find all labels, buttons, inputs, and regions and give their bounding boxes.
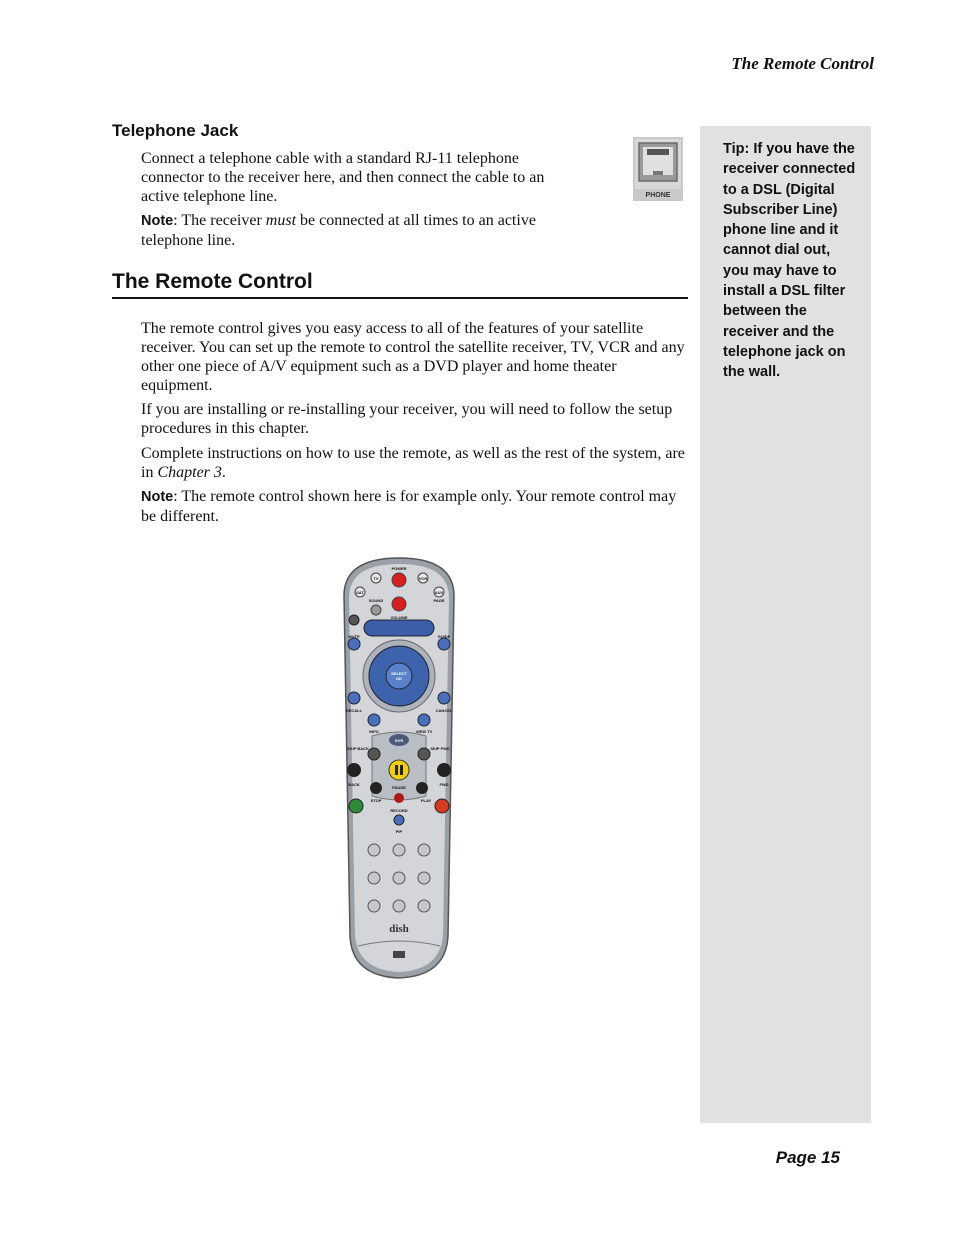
remote-paragraph-2: If you are installing or re-installing your receiver, you will need to follow the setup procedures in this chapter.	[141, 401, 673, 437]
remote-tv-label: TV	[373, 576, 379, 581]
remote-mute-label: MUTE	[348, 634, 360, 639]
remote-record-label: RECORD	[390, 808, 408, 813]
remote-dvr-label: DVR	[394, 738, 404, 743]
phone-label: PHONE	[645, 192, 671, 199]
remote-ok-label: OK	[396, 676, 402, 681]
page-number: Page 15	[775, 1148, 840, 1167]
remote-back-label: BACK	[348, 782, 360, 787]
remote-control-heading: The Remote Control	[112, 270, 313, 293]
remote-viewtv-label: VIEW TV	[415, 729, 433, 734]
remote-aux-label: AUX	[434, 590, 444, 595]
remote-brand-logo: dish	[389, 923, 409, 935]
remote-volume-label: VOLUME	[390, 615, 408, 620]
remote-info-label: INFO	[369, 729, 379, 734]
remote-page-label: PAGE	[433, 598, 445, 603]
remote-cancel-label: CANCEL	[435, 708, 453, 713]
remote-stop-label: STOP	[370, 798, 382, 803]
heading-rule	[112, 297, 688, 299]
remote-note-text: : The remote control shown here is for example only. Your remote control may be different.	[141, 488, 677, 525]
telephone-jack-heading: Telephone Jack	[112, 121, 239, 140]
remote-control-image	[334, 556, 464, 980]
remote-sound-label: SOUND	[368, 598, 384, 603]
remote-guide-label: GUIDE	[437, 634, 451, 639]
p3-text-after: .	[221, 464, 226, 481]
remote-play-label: PLAY	[420, 798, 432, 803]
remote-recall-label: RECALL	[345, 708, 363, 713]
remote-select-label: SELECT	[391, 671, 407, 676]
note-text-before: : The receiver	[173, 212, 266, 229]
remote-vcr-label: VCR	[418, 576, 428, 581]
note-emphasis: must	[265, 212, 297, 229]
telephone-jack-body: Connect a telephone cable with a standard RJ-11 telephone connector to the receiver here, and then connect the cable to an active telephone line.	[141, 150, 545, 205]
note-text-after: be connected at all times to an active telephone line.	[141, 212, 536, 249]
remote-skipback-label: SKIP BACK	[347, 746, 369, 751]
remote-pause-label: PAUSE	[392, 785, 406, 790]
remote-pip-label: PIP	[395, 829, 403, 834]
tip-sidebar	[700, 126, 871, 1123]
running-header: The Remote Control	[731, 54, 874, 73]
p3-text-before: Complete instructions on how to use the remote, as well as the rest of the system, are in	[141, 445, 685, 481]
phone-jack-image	[633, 137, 683, 201]
remote-power-label: POWER	[391, 566, 407, 571]
remote-skipfwd-label: SKIP FWD	[430, 746, 450, 751]
tip-text: Tip: If you have the receiver connected to a DSL (Digital Subscriber Line) phone line and it cannot dial out, you may have to install a DSL filter between the receiver and the telephone jack on the wall.	[723, 141, 856, 381]
note-label: Note	[141, 213, 174, 229]
remote-paragraph-1: The remote control gives you easy access to all of the features of your satellite receiver. You can set up the remote to control the satellite receiver, TV, VCR and any other one piece of A/V equipment such as a DVD player and home theater equipment.	[141, 320, 685, 394]
note-label: Note	[141, 489, 174, 505]
telephone-jack-note	[141, 211, 581, 250]
remote-sat-label: SAT	[356, 590, 364, 595]
chapter-reference: Chapter 3	[157, 464, 222, 481]
remote-fwd-label: FWD	[439, 782, 449, 787]
remote-paragraph-3	[141, 444, 686, 482]
remote-note	[141, 487, 686, 526]
